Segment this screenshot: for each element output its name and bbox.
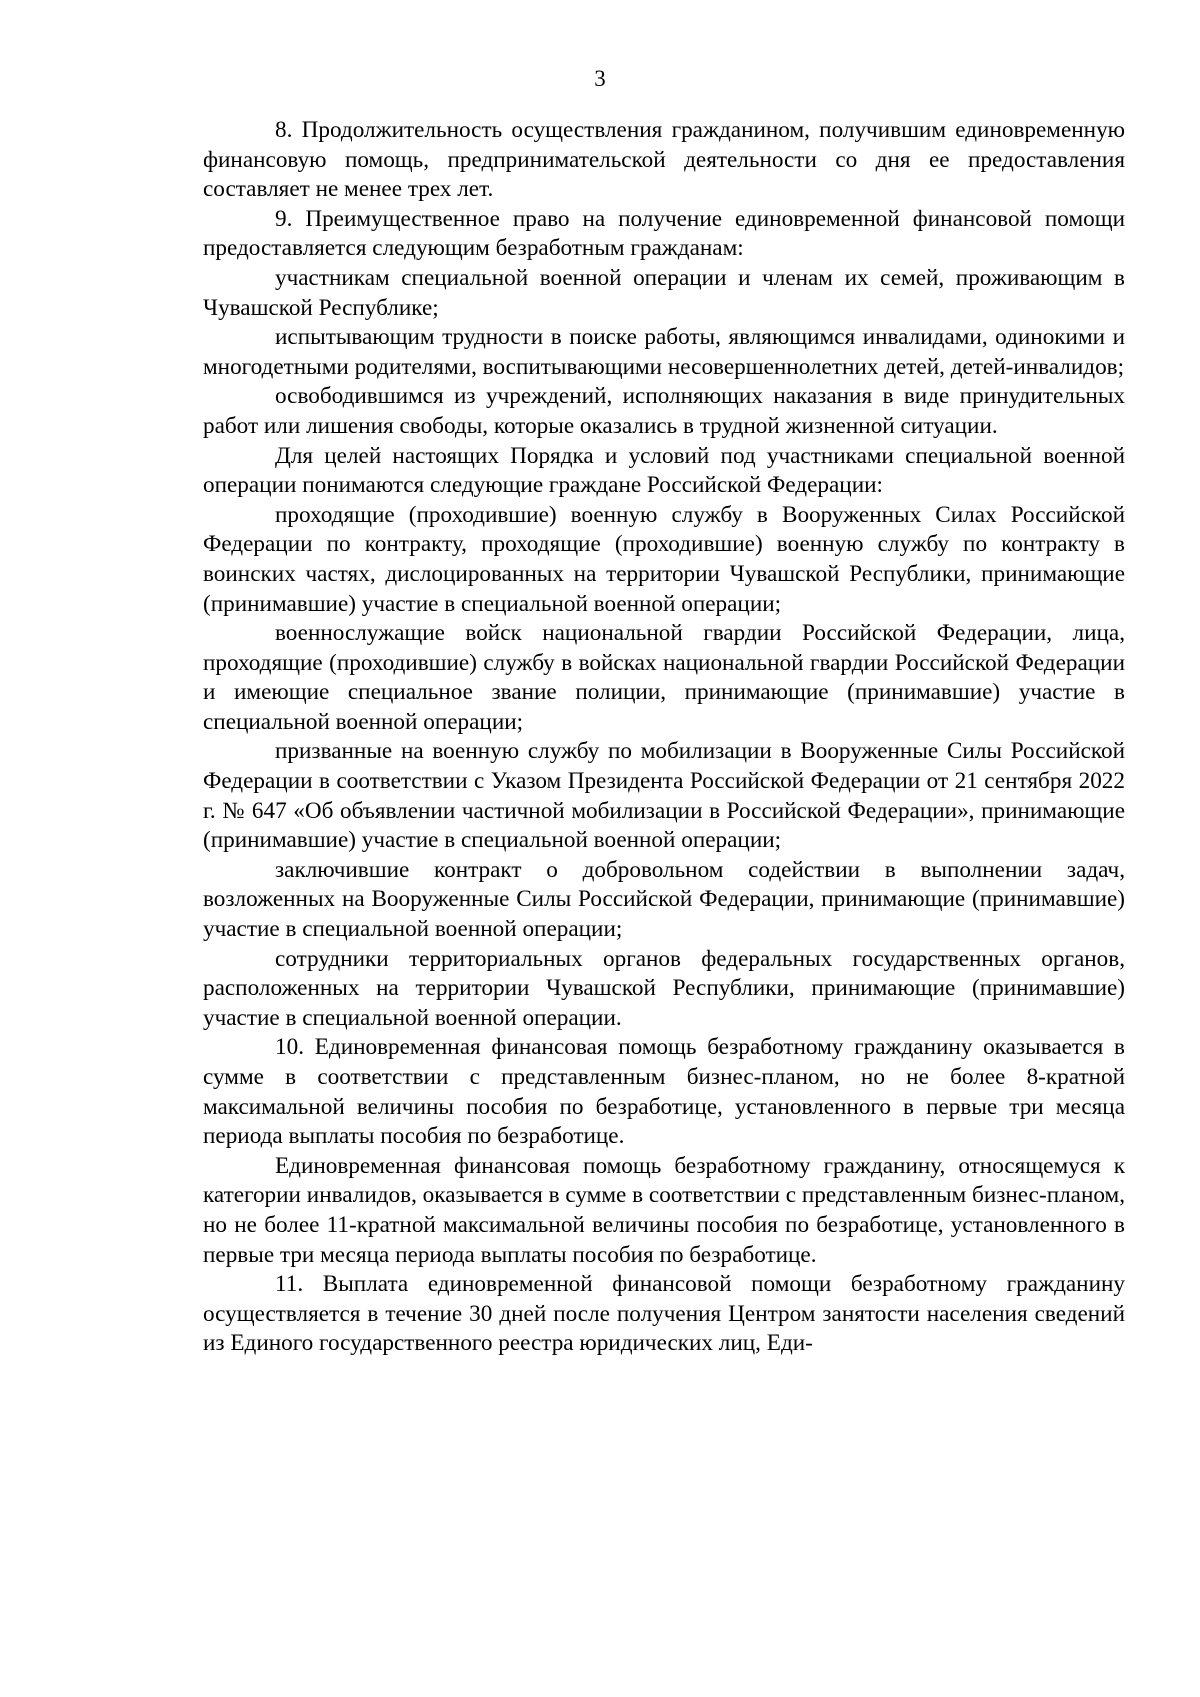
paragraph-svo-definition: Для целей настоящих Порядка и условий под участниками специальной военной операции понимаются следующие граждане Российской Федерации: bbox=[203, 442, 1125, 499]
paragraph-8: 8. Продолжительность осуществления гражданином, получившим единовременную финансовую помощь, предпринимательской деятельности со дня ее предоставления составляет не менее трех лет. bbox=[203, 117, 1125, 203]
paragraph-10-disabled: Единовременная финансовая помощь безработному гражданину, относящемуся к категории инвалидов, оказывается в сумме в соответствии с представленным бизнес-планом, но не более 11-кратной максимальной величины пособия по безработице, установленного в первые три месяца периода выплаты пособия по безработице. bbox=[203, 1152, 1125, 1268]
document-body bbox=[203, 116, 1125, 1359]
paragraph-10: 10. Единовременная финансовая помощь безработному гражданину оказывается в сумме в соответствии с представленным бизнес-планом, но не более 8-кратной максимальной величины пособия по безработице, установленного в первые три месяца периода выплаты пособия по безработице. bbox=[203, 1034, 1125, 1150]
paragraph-11: 11. Выплата единовременной финансовой помощи безработному гражданину осуществляется в течение 30 дней после получения Центром занятости населения сведений из Единого государственного реестра юридических лиц, Еди- bbox=[203, 1271, 1125, 1357]
paragraph-9: 9. Преимущественное право на получение единовременной финансовой помощи предоставляется следующим безработным гражданам: bbox=[203, 205, 1125, 262]
paragraph-9-item-svo-participants: участникам специальной военной операции и членам их семей, проживающим в Чувашской Республике; bbox=[203, 264, 1125, 321]
definition-item-mobilized: призванные на военную службу по мобилизации в Вооруженные Силы Российской Федерации в соответствии с Указом Президента Российской Федерации от 21 сентября 2022 г. № 647 «Об объявлении частичной мобилизации в Российской Федерации», принимающие (принимавшие) участие в специальной военной операции; bbox=[203, 738, 1125, 854]
page-number: 3 bbox=[594, 66, 606, 91]
paragraph-9-item-job-search-difficulties: испытывающим трудности в поиске работы, являющимся инвалидами, одинокими и многодетными родителями, воспитывающими несовершеннолетних детей, детей-инвалидов; bbox=[203, 324, 1125, 380]
definition-item-territorial-bodies: сотрудники территориальных органов федеральных государственных органов, расположенных на территории Чувашской Республики, принимающие (принимавшие) участие в специальной военной операции. bbox=[203, 945, 1125, 1031]
definition-item-national-guard: военнослужащие войск национальной гвардии Российской Федерации, лица, проходящие (проходившие) службу в войсках национальной гвардии Российской Федерации и имеющие специальное звание полиции, принимающие (принимавшие) участие в специальной военной операции; bbox=[203, 620, 1125, 735]
definition-item-volunteer-contract: заключившие контракт о добровольном содействии в выполнении задач, возложенных на Вооруженные Силы Российской Федерации, принимающие (принимавшие) участие в специальной военной операции; bbox=[203, 856, 1125, 943]
definition-item-armed-forces: проходящие (проходившие) военную службу в Вооруженных Силах Российской Федерации по контракту, проходящие (проходившие) военную службу по контракту в воинских частях, дислоцированных на территории Чувашской Республики, принимающие (принимавшие) участие в специальной военной операции; bbox=[203, 501, 1125, 617]
paragraph-9-item-released-persons: освободившимся из учреждений, исполняющих наказания в виде принудительных работ или лишения свободы, которые оказались в трудной жизненной ситуации. bbox=[203, 383, 1125, 439]
